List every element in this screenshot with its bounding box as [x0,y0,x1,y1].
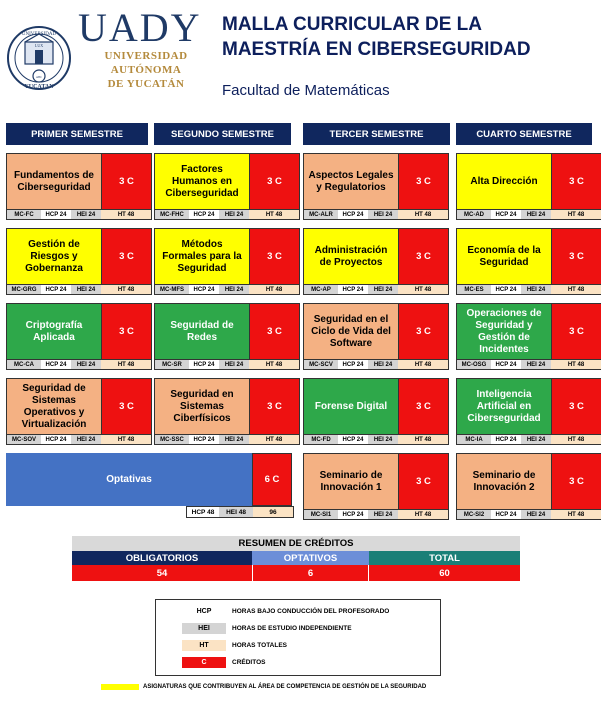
course-hcp: HCP 24 [491,510,521,519]
course-hcp: HCP 24 [189,435,219,444]
course-code: MC-GRG [7,285,41,294]
course-name: Seguridad en Sistemas Ciberfísicos [155,379,249,434]
course-card [6,228,152,295]
course-hei: HEI 24 [219,360,249,369]
course-ht: HT 48 [249,435,299,444]
course-hei: HEI 24 [219,435,249,444]
course-hei: HEI 24 [368,360,398,369]
course-card [303,153,449,220]
course-ht: HT 48 [398,435,448,444]
course-hcp: HCP 24 [338,435,368,444]
course-ht: HT 48 [398,510,448,519]
course-hours-row [7,209,151,219]
course-hei: HEI 24 [71,210,101,219]
course-hours-row [304,359,448,369]
course-code: MC-ES [457,285,491,294]
course-hcp: HCP 24 [41,360,71,369]
course-hours-row [155,209,299,219]
summary-value-obligatorios: 54 [72,565,252,581]
course-credits: 3 C [551,379,601,434]
university-name-line-1: UNIVERSIDAD [104,50,188,62]
course-hours-row [457,284,601,294]
course-credits: 3 C [398,154,448,209]
summary-value-total: 60 [369,565,520,581]
course-code: MC-SOV [7,435,41,444]
course-credits: 3 C [398,304,448,359]
legend-key-ht: HT [182,640,226,651]
course-credits: 3 C [101,229,151,284]
summary-header-total: TOTAL [369,551,520,565]
course-name: Seminario de Innovación 1 [304,454,398,509]
course-name: Forense Digital [304,379,398,434]
course-hours-row [7,284,151,294]
course-code: MC-OSG [457,360,491,369]
course-ht: HT 48 [101,285,151,294]
legend-row-hei [182,622,352,634]
course-name: Seguridad en el Ciclo de Vida del Software [304,304,398,359]
summary-header-optativos: OPTATIVOS [252,551,369,565]
yellow-legend-text: ASIGNATURAS QUE CONTRIBUYEN AL ÁREA DE COMPETENCIA DE GESTIÓN DE LA SEGURIDAD [143,684,427,690]
course-hcp: HCP 24 [491,360,521,369]
legend-row-hcp [182,605,389,617]
optativas-block: Optativas [6,453,252,506]
course-ht: HT 48 [398,285,448,294]
brand-block [78,5,214,90]
course-code: MC-SR [155,360,189,369]
course-hei: HEI 24 [521,435,551,444]
course-card [456,303,601,370]
course-hcp: HCP 24 [491,210,521,219]
course-hcp: HCP 24 [491,435,521,444]
semester-header-1: PRIMER SEMESTRE [6,123,148,145]
seal-text-letter: ABC [35,75,43,79]
university-name-line-3: DE YUCATÁN [107,78,185,90]
course-hours-row [457,509,601,519]
credit-summary-title: RESUMEN DE CRÉDITOS [72,536,520,551]
course-card [456,228,601,295]
course-name: Seminario de Innovación 2 [457,454,551,509]
course-card [6,303,152,370]
course-code: MC-MFS [155,285,189,294]
course-hcp: HCP 24 [491,285,521,294]
brand-wordmark: UADY [78,5,202,50]
course-code: MC-CA [7,360,41,369]
course-credits: 3 C [101,154,151,209]
course-card [456,453,601,520]
course-credits: 3 C [398,454,448,509]
course-name: Aspectos Legales y Regulatorios [304,154,398,209]
course-name: Fundamentos de Ciberseguridad [7,154,101,209]
course-credits: 3 C [101,304,151,359]
course-code: MC-SI2 [457,510,491,519]
course-card [6,378,152,445]
seal-text-top: UNIVERSIDAD [21,32,57,37]
course-code: MC-FHC [155,210,189,219]
course-code: MC-SI1 [304,510,338,519]
seal-text-bottom: YUCATAN [24,84,54,90]
course-hcp: HCP 24 [338,210,368,219]
optativas-hei: HEI 48 [219,507,253,517]
course-hcp: HCP 24 [189,360,219,369]
course-credits: 3 C [101,379,151,434]
legend-key-hcp: HCP [182,606,226,617]
course-credits: 3 C [249,154,299,209]
course-name: Métodos Formales para la Seguridad [155,229,249,284]
course-card [154,378,300,445]
optativas-ht: 96 [253,507,293,517]
course-hei: HEI 24 [219,285,249,294]
course-ht: HT 48 [249,285,299,294]
summary-header-obligatorios: OBLIGATORIOS [72,551,252,565]
course-code: MC-SSC [155,435,189,444]
semester-header-4: CUARTO SEMESTRE [456,123,592,145]
course-name: Administración de Proyectos [304,229,398,284]
course-credits: 3 C [551,454,601,509]
yellow-legend [101,684,426,690]
course-ht: HT 48 [398,360,448,369]
course-hei: HEI 24 [521,360,551,369]
page-title [222,12,582,62]
legend-row-ht [182,639,287,651]
course-hours-row [304,434,448,444]
legend-key-credits: C [182,657,226,668]
course-hours-row [304,509,448,519]
course-credits: 3 C [249,229,299,284]
semester-header-2: SEGUNDO SEMESTRE [154,123,291,145]
legend-text-hei: HORAS DE ESTUDIO INDEPENDIENTE [232,624,352,632]
course-ht: HT 48 [249,210,299,219]
page-title-line-2: MAESTRÍA EN CIBERSEGURIDAD [222,39,531,60]
course-name: Gestión de Riesgos y Gobernanza [7,229,101,284]
course-name: Alta Dirección [457,154,551,209]
legend-box [155,599,441,676]
course-card [154,228,300,295]
course-card [303,303,449,370]
course-card [154,153,300,220]
course-ht: HT 48 [551,285,601,294]
summary-value-optativos: 6 [252,565,369,581]
legend-key-hei: HEI [182,623,226,634]
course-ht: HT 48 [551,210,601,219]
course-hcp: HCP 24 [189,210,219,219]
legend-text-ht: HORAS TOTALES [232,641,288,649]
course-hours-row [7,434,151,444]
course-credits: 3 C [249,304,299,359]
course-hours-row [7,359,151,369]
course-hcp: HCP 24 [41,435,71,444]
course-credits: 3 C [551,229,601,284]
course-credits: 3 C [398,379,448,434]
course-card [6,153,152,220]
course-code: MC-FD [304,435,338,444]
course-credits: 3 C [551,304,601,359]
course-card [303,378,449,445]
course-hours-row [155,434,299,444]
legend-text-credits: CRÉDITOS [232,658,266,666]
course-ht: HT 48 [551,510,601,519]
course-hei: HEI 24 [71,360,101,369]
university-name-line-2: AUTÓNOMA [110,64,182,76]
course-code: MC-ALR [304,210,338,219]
course-hcp: HCP 24 [338,285,368,294]
faculty-name: Facultad de Matemáticas [222,82,390,99]
course-hcp: HCP 24 [338,510,368,519]
course-name: Operaciones de Seguridad y Gestión de Incidentes [457,304,551,359]
course-name: Seguridad de Sistemas Operativos y Virtualización [7,379,101,434]
course-hei: HEI 24 [368,210,398,219]
yellow-swatch [101,684,139,690]
course-name: Seguridad de Redes [155,304,249,359]
course-hei: HEI 24 [368,285,398,294]
optativas-hours [186,506,294,518]
course-hcp: HCP 24 [41,210,71,219]
course-hcp: HCP 24 [41,285,71,294]
course-name: Inteligencia Artificial en Ciberseguridad [457,379,551,434]
course-name: Economía de la Seguridad [457,229,551,284]
course-hours-row [304,209,448,219]
course-ht: HT 48 [101,210,151,219]
course-code: MC-IA [457,435,491,444]
course-name: Factores Humanos en Ciberseguridad [155,154,249,209]
course-hei: HEI 24 [368,510,398,519]
course-hours-row [155,359,299,369]
course-code: MC-AP [304,285,338,294]
course-ht: HT 48 [101,435,151,444]
course-code: MC-SCV [304,360,338,369]
optativas-credits: 6 C [252,453,292,506]
legend-row-credits [182,656,265,668]
course-hei: HEI 24 [368,435,398,444]
course-ht: HT 48 [551,360,601,369]
course-hei: HEI 24 [521,285,551,294]
semester-header-3: TERCER SEMESTRE [303,123,450,145]
course-credits: 3 C [398,229,448,284]
course-hei: HEI 24 [521,510,551,519]
course-card [303,228,449,295]
course-code: MC-FC [7,210,41,219]
course-card [303,453,449,520]
course-hours-row [457,209,601,219]
course-hours-row [457,434,601,444]
course-name: Criptografía Aplicada [7,304,101,359]
course-hei: HEI 24 [71,285,101,294]
course-hcp: HCP 24 [338,360,368,369]
course-ht: HT 48 [249,360,299,369]
course-hours-row [457,359,601,369]
course-code: MC-AD [457,210,491,219]
course-hei: HEI 24 [521,210,551,219]
course-hours-row [155,284,299,294]
course-ht: HT 48 [398,210,448,219]
course-ht: HT 48 [101,360,151,369]
university-seal [5,8,73,104]
course-card [456,378,601,445]
course-hei: HEI 24 [71,435,101,444]
course-card [154,303,300,370]
course-ht: HT 48 [551,435,601,444]
seal-text-center: LUX [34,43,44,48]
course-hei: HEI 24 [219,210,249,219]
course-card [456,153,601,220]
page-title-line-1: MALLA CURRICULAR DE LA [222,14,482,35]
course-credits: 3 C [551,154,601,209]
course-credits: 3 C [249,379,299,434]
course-hours-row [304,284,448,294]
course-hcp: HCP 24 [189,285,219,294]
optativas-hcp: HCP 48 [187,507,219,517]
legend-text-hcp: HORAS BAJO CONDUCCIÓN DEL PROFESORADO [232,607,390,615]
